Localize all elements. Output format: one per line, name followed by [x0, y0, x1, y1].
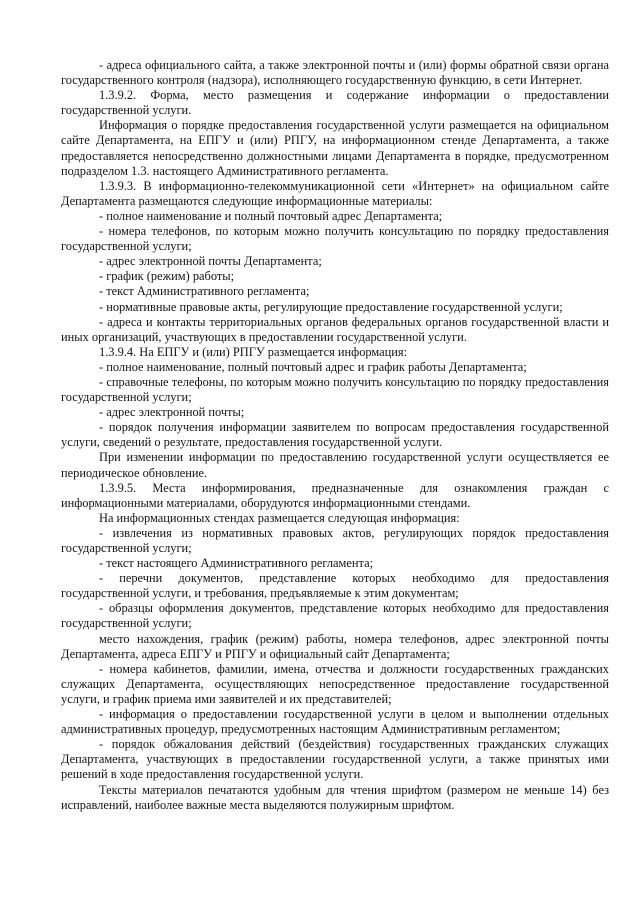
paragraph-10: - нормативные правовые акты, регулирующие предоставление государственной услуги; — [99, 299, 563, 314]
paragraph-6: - номера телефонов, по которым можно получить консультацию по порядку предоставления государственной услуги; — [61, 224, 609, 254]
paragraph-12: 1.3.9.4. На ЕПГУ и (или) РПГУ размещается информация: — [99, 344, 408, 359]
paragraph-22: - перечни документов, представление которых необходимо для предоставления государственной услуги, и требования, предъявляемые к этим документам; — [61, 571, 609, 601]
document-page — [61, 58, 609, 813]
paragraph-21: - текст настоящего Административного регламента; — [99, 556, 374, 571]
paragraph-11: - адреса и контакты территориальных органов федеральных органов государственной власти и иных организаций, участвующих в предоставлении государственной услуги. — [61, 314, 609, 344]
paragraph-27: - порядок обжалования действий (бездействия) государственных гражданских служащих Департамента, участвующих в предоставлении государственной услуги, а также принятых ими решений в ходе предоставления государственной услуги. — [61, 737, 609, 782]
paragraph-28: Тексты материалов печатаются удобным для чтения шрифтом (размером не меньше 14) без исправлений, наиболее важные места выделяются полужирным шрифтом. — [61, 782, 609, 812]
paragraph-5: - полное наименование и полный почтовый адрес Департамента; — [99, 208, 443, 223]
paragraph-25: - номера кабинетов, фамилии, имена, отчества и должности государственных гражданских служащих Департамента, осуществляющих непосредственное предоставление государственной услуги, и график приема ими заявителей и их представителей; — [61, 661, 609, 706]
paragraph-8: - график (режим) работы; — [99, 269, 235, 284]
paragraph-24: место нахождения, график (режим) работы, номера телефонов, адрес электронной почты Департамента, адреса ЕПГУ и РПГУ и официальный сайт Департамента; — [61, 631, 609, 661]
paragraph-4: 1.3.9.3. В информационно-телекоммуникационной сети «Интернет» на официальном сайте Департамента размещаются следующие информационные материалы: — [61, 178, 609, 208]
paragraph-15: - адрес электронной почты; — [99, 405, 245, 420]
paragraph-3: Информация о порядке предоставления государственной услуги размещается на официальном сайте Департамента, на ЕПГУ и (или) РПГУ, на информационном стенде Департамента, а также предоставляется непосредственно должностными лицами Департамента в порядке, предусмотренном подразделом 1.3. настоящего Административного регламента. — [61, 118, 609, 178]
paragraph-9: - текст Административного регламента; — [99, 284, 310, 299]
paragraph-26: - информация о предоставлении государственной услуги в целом и выполнении отдельных административных процедур, предусмотренных настоящим Административным регламентом; — [61, 707, 609, 737]
paragraph-19: На информационных стендах размещается следующая информация: — [99, 510, 460, 525]
paragraph-18: 1.3.9.5. Места информирования, предназначенные для ознакомления граждан с информационными материалами, оборудуются информационными стендами. — [61, 480, 609, 510]
paragraph-14: - справочные телефоны, по которым можно получить консультацию по порядку предоставления государственной услуги; — [61, 374, 609, 405]
paragraph-1: - адреса официального сайта, а также электронной почты и (или) формы обратной связи органа государственного контроля (надзора), исполняющего государственную функцию, в сети Интернет. — [61, 58, 609, 88]
paragraph-7: - адрес электронной почты Департамента; — [99, 254, 322, 269]
paragraph-13: - полное наименование, полный почтовый адрес и график работы Департамента; — [99, 359, 527, 374]
paragraph-23: - образцы оформления документов, представление которых необходимо для предоставления государственной услуги; — [61, 601, 609, 631]
paragraph-2: 1.3.9.2. Форма, место размещения и содержание информации о предоставлении государственной услуги. — [61, 88, 609, 118]
paragraph-16: - порядок получения информации заявителем по вопросам предоставления государственной услуги, сведений о результате, предоставления государственной услуги. — [61, 420, 609, 450]
paragraph-17: При изменении информации по предоставлению государственной услуги осуществляется ее периодическое обновление. — [61, 450, 609, 480]
paragraph-20: - извлечения из нормативных правовых актов, регулирующих порядок предоставления государственной услуги; — [61, 525, 609, 555]
